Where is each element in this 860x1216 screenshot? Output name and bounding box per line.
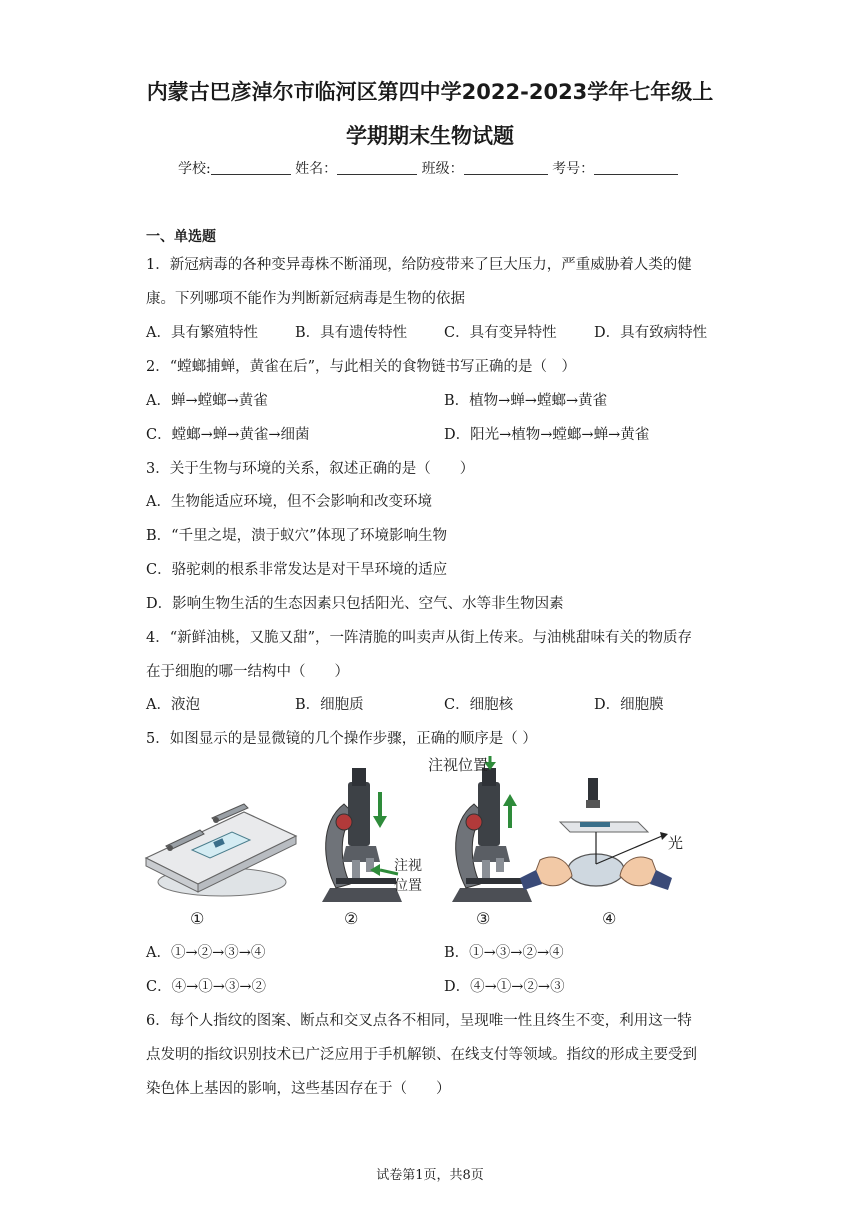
q5-option-a: A．①→②→③→④ [146, 945, 266, 961]
panel-3-microscope-raising [452, 756, 532, 902]
q1-stem-line-1: 1．新冠病毒的各种变异毒株不断涌现，给防疫带来了巨大压力，严重威胁着人类的健 [146, 257, 692, 273]
q5-option-c: C．④→①→③→② [146, 979, 267, 995]
q1-option-a: A．具有繁殖特性 [146, 325, 258, 341]
school-blank [211, 160, 291, 175]
name-blank [337, 160, 417, 175]
q6-stem-line-2: 点发明的指纹识别技术已广泛应用于手机解锁、在线支付等领域。指纹的形成主要受到 [146, 1047, 697, 1063]
q3-option-a: A．生物能适应环境，但不会影响和改变环境 [146, 494, 432, 510]
school-label: 学校: [178, 161, 211, 177]
page-footer: 试卷第1页，共8页 [376, 1168, 484, 1183]
panel-2-microscope-lowering [322, 768, 402, 902]
q3-stem: 3．关于生物与环境的关系，叙述正确的是（ ） [146, 461, 475, 477]
panel-4-label: ④ [602, 909, 617, 928]
q2-option-d: D．阳光→植物→螳螂→蝉→黄雀 [444, 427, 650, 443]
panel-3-watch-text: 注视位置 [428, 756, 489, 774]
class-blank [464, 160, 548, 175]
title-line-1: 内蒙古巴彦淖尔市临河区第四中学2022-2023学年七年级上 [146, 80, 714, 104]
q4-option-d: D．细胞膜 [594, 697, 664, 713]
student-info-row [178, 158, 678, 178]
panel-1-stage-slide [146, 804, 296, 896]
class-label: 班级： [421, 161, 464, 177]
q2-option-b: B．植物→蝉→螳螂→黄雀 [444, 393, 608, 409]
q5-stem: 5．如图显示的是显微镜的几个操作步骤，正确的顺序是（ ） [146, 731, 537, 747]
q4-option-b: B．细胞质 [295, 697, 364, 713]
q3-option-c: C．骆驼刺的根系非常发达是对干旱环境的适应 [146, 562, 448, 578]
exam-no-blank [594, 160, 678, 175]
panel-4-light-text: 光 [668, 834, 684, 852]
q6-stem-line-3: 染色体上基因的影响，这些基因存在于（ ） [146, 1081, 451, 1097]
q1-option-b: B．具有遗传特性 [295, 325, 408, 341]
q5-option-d: D．④→①→②→③ [444, 979, 565, 995]
q1-stem-line-2: 康。下列哪项不能作为判断新冠病毒是生物的依据 [146, 291, 465, 307]
q4-stem-line-1: 4．“新鲜油桃，又脆又甜”，一阵清脆的叫卖声从街上传来。与油桃甜味有关的物质存 [146, 630, 693, 646]
q6-stem-line-1: 6．每个人指纹的图案、断点和交叉点各不相同，呈现唯一性且终生不变，利用这一特 [146, 1013, 692, 1029]
q1-option-d: D．具有致病特性 [594, 325, 708, 341]
q4-stem-line-2: 在于细胞的哪一结构中（ ） [146, 664, 349, 680]
exam-no-label: 考号： [552, 161, 595, 177]
panel-2-label: ② [344, 909, 359, 928]
panel-2-watch-text-2: 位置 [394, 878, 422, 894]
title-line-2: 学期期末生物试题 [346, 124, 514, 148]
microscope-steps-figure [140, 752, 700, 934]
q2-stem: 2．“螳螂捕蝉，黄雀在后”，与此相关的食物链书写正确的是（ ） [146, 359, 577, 375]
q1-option-c: C．具有变异特性 [444, 325, 557, 341]
panel-4-hands-mirror-light [520, 778, 672, 890]
q3-option-b: B．“千里之堤，溃于蚁穴”体现了环境影响生物 [146, 528, 447, 544]
name-label: 姓名： [295, 161, 338, 177]
q4-option-c: C．细胞核 [444, 697, 514, 713]
q5-option-b: B．①→③→②→④ [444, 945, 564, 961]
panel-1-label: ① [190, 909, 205, 928]
panel-2-watch-text-1: 注视 [394, 858, 422, 874]
q2-option-a: A．蝉→螳螂→黄雀 [146, 393, 268, 409]
q4-option-a: A．液泡 [146, 697, 200, 713]
section-title: 一、单选题 [146, 229, 216, 245]
q2-option-c: C．螳螂→蝉→黄雀→细菌 [146, 427, 310, 443]
q3-option-d: D．影响生物生活的生态因素只包括阳光、空气、水等非生物因素 [146, 596, 564, 612]
panel-3-label: ③ [476, 909, 491, 928]
